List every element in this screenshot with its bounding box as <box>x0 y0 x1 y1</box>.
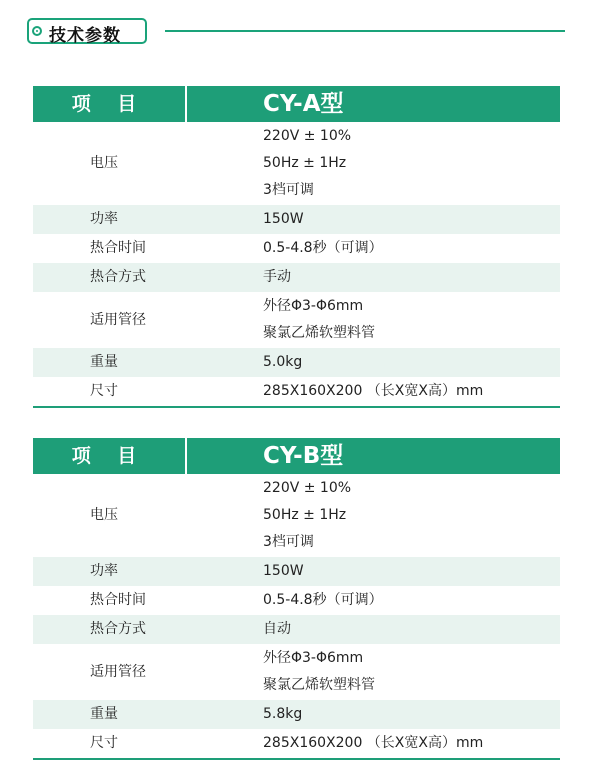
table-row <box>33 348 560 377</box>
row-value-line: 5.8kg <box>263 706 303 722</box>
row-value <box>263 349 302 376</box>
row-value <box>263 558 304 585</box>
row-value <box>263 730 483 757</box>
table-row <box>33 644 560 700</box>
row-label: 热合方式 <box>90 621 146 637</box>
table-row <box>33 474 560 557</box>
row-value-line: 外径Φ3-Φ6mm <box>263 298 364 314</box>
spec-table-cy-a <box>33 86 560 408</box>
row-label: 尺寸 <box>90 735 118 751</box>
target-dot-icon <box>32 26 42 36</box>
section-title: 技术参数 <box>49 26 121 46</box>
row-value <box>263 616 291 643</box>
row-value-line: 外径Φ3-Φ6mm <box>263 650 364 666</box>
row-value-line: 5.0kg <box>263 354 303 370</box>
row-value-line: 聚氯乙烯软塑料管 <box>263 325 375 341</box>
row-value <box>263 475 351 556</box>
table-row <box>33 205 560 234</box>
row-value-line: 50Hz ± 1Hz <box>263 155 347 171</box>
row-value-line: 220V ± 10% <box>263 128 352 144</box>
header-model-name: CY-A型 <box>263 91 344 117</box>
row-value <box>263 206 304 233</box>
row-value-line: 自动 <box>263 621 291 637</box>
row-label: 功率 <box>90 563 118 579</box>
row-value-line: 150W <box>263 211 304 227</box>
section-title-badge <box>27 18 147 44</box>
row-value <box>263 378 483 405</box>
header-item-label: 项 目 <box>71 445 147 467</box>
row-value <box>263 701 302 728</box>
row-value-line: 3档可调 <box>263 534 314 550</box>
row-value-line: 手动 <box>263 269 291 285</box>
table-row <box>33 700 560 729</box>
row-value <box>263 645 375 699</box>
row-label: 适用管径 <box>90 312 146 328</box>
section-divider <box>165 30 565 32</box>
row-value-line: 3档可调 <box>263 182 314 198</box>
row-value-line: 150W <box>263 563 304 579</box>
header-divider <box>185 438 187 474</box>
table-row <box>33 263 560 292</box>
row-value <box>263 123 351 204</box>
table-row <box>33 292 560 348</box>
row-label: 热合方式 <box>90 269 146 285</box>
row-value <box>263 587 383 614</box>
table-body <box>33 122 560 406</box>
table-bottom-rule <box>33 406 560 408</box>
row-value <box>263 264 291 291</box>
row-label: 热合时间 <box>90 592 146 608</box>
row-label: 功率 <box>90 211 118 227</box>
table-row <box>33 234 560 263</box>
row-label: 电压 <box>90 155 118 171</box>
header-divider <box>185 86 187 122</box>
spec-table-cy-b <box>33 438 560 760</box>
table-row <box>33 729 560 758</box>
row-label: 适用管径 <box>90 664 146 680</box>
row-label: 重量 <box>90 706 118 722</box>
table-row <box>33 377 560 406</box>
table-header <box>33 86 560 122</box>
row-value <box>263 235 383 262</box>
row-label: 重量 <box>90 354 118 370</box>
row-value-line: 220V ± 10% <box>263 480 352 496</box>
row-value-line: 50Hz ± 1Hz <box>263 507 347 523</box>
table-row <box>33 557 560 586</box>
row-label: 热合时间 <box>90 240 146 256</box>
row-value-line: 285X160X200 （长X宽X高）mm <box>263 735 484 751</box>
table-row <box>33 615 560 644</box>
header-item-label: 项 目 <box>71 93 147 115</box>
table-header <box>33 438 560 474</box>
row-label: 电压 <box>90 507 118 523</box>
row-value-line: 聚氯乙烯软塑料管 <box>263 677 375 693</box>
row-value <box>263 293 375 347</box>
header-model-name: CY-B型 <box>263 443 344 469</box>
row-value-line: 285X160X200 （长X宽X高）mm <box>263 383 484 399</box>
table-row <box>33 586 560 615</box>
table-body <box>33 474 560 758</box>
section-header <box>27 18 567 48</box>
row-value-line: 0.5-4.8秒（可调） <box>263 592 383 608</box>
row-label: 尺寸 <box>90 383 118 399</box>
table-row <box>33 122 560 205</box>
row-value-line: 0.5-4.8秒（可调） <box>263 240 383 256</box>
